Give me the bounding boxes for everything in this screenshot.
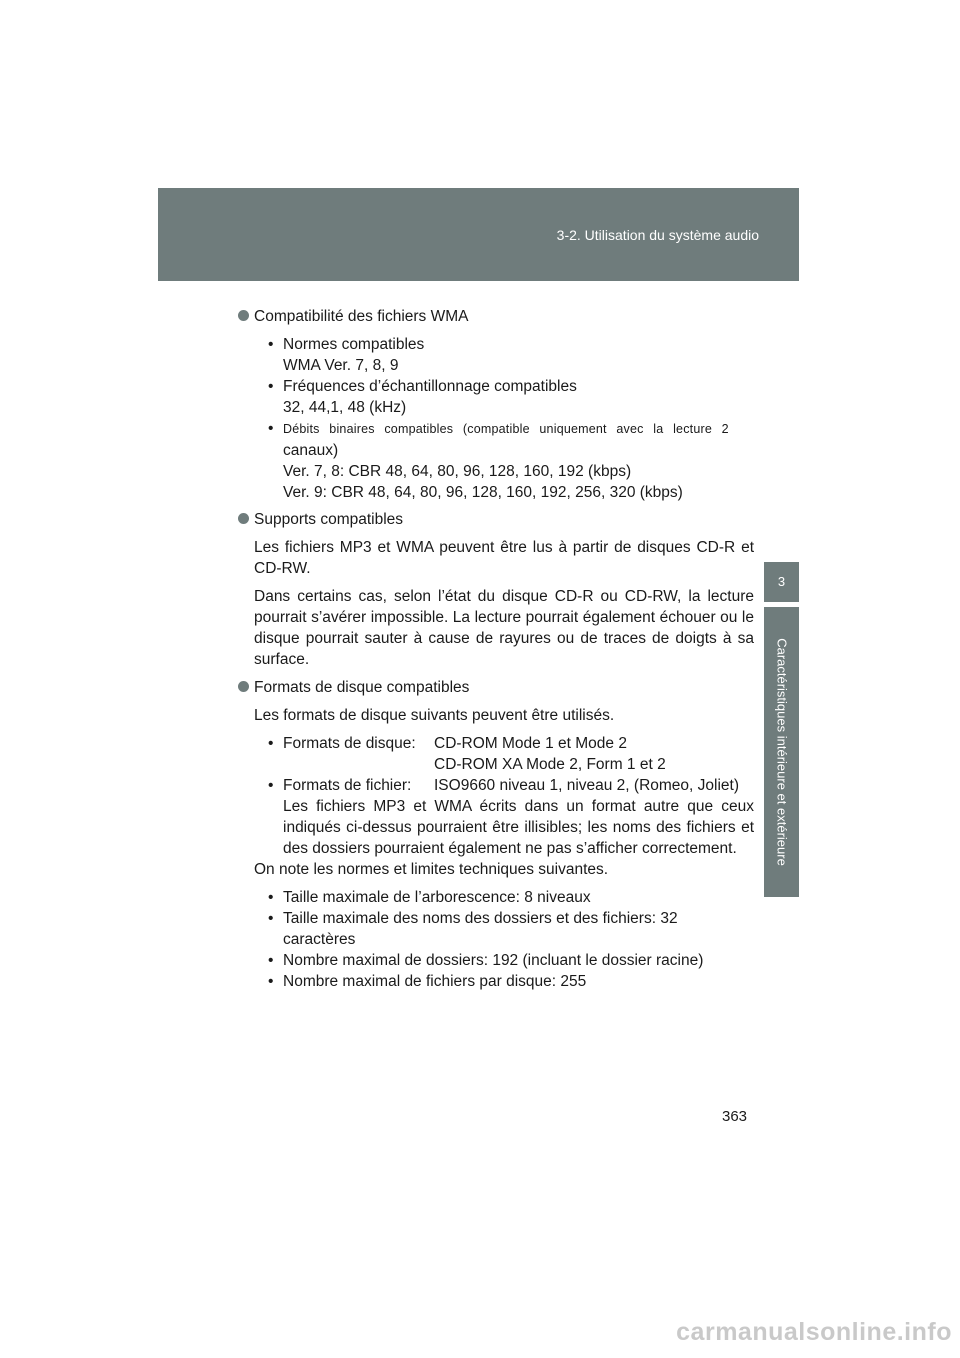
- watermark: carmanualsonline.info: [676, 1318, 952, 1346]
- list-item-disc-formats: • Formats de disque: CD-ROM Mode 1 et Mode 2 CD-ROM XA Mode 2, Form 1 et 2: [254, 733, 754, 775]
- list-item: • Fréquences d’échantillonnage compatibles 32, 44,1, 48 (kHz): [254, 376, 754, 418]
- bullet-circle-icon: [238, 310, 249, 321]
- supports-body: [238, 537, 754, 670]
- paragraph: Les fichiers MP3 et WMA peuvent être lus à partir de disques CD-R et CD-RW.: [254, 539, 754, 577]
- chapter-side-tab: [764, 607, 799, 897]
- chapter-number-tab: [764, 562, 799, 602]
- page-number: 363: [722, 1108, 748, 1125]
- chapter-label: Caractéristiques intérieure et extérieure: [774, 638, 789, 866]
- formats-body: [238, 705, 754, 992]
- bullet-circle-icon: [238, 513, 249, 524]
- list-item: • Normes compatibles WMA Ver. 7, 8, 9: [254, 334, 754, 376]
- bullet-circle-icon: [238, 681, 249, 692]
- wma-list: [238, 334, 754, 503]
- section-title: 3-2. Utilisation du système audio: [556, 227, 759, 243]
- limits-intro: On note les normes et limites techniques suivantes.: [254, 861, 609, 878]
- list-item-file-formats: • Formats de fichier: ISO9660 niveau 1, niveau 2, (Romeo, Joliet) Les fichiers MP3 et WMA écrits dans un format autre que ceux indiqués ci-dessus pourraient être illisibles; les noms des fichiers et des dossiers pourraient également ne pas s’afficher correctement.: [254, 775, 754, 859]
- paragraph: Dans certains cas, selon l’état du disque CD-R ou CD-RW, la lecture pourrait s’avérer impossible. La lecture pourrait également échouer ou le disque pourrait sauter à cause de rayures ou de traces de doigts à sa surface.: [254, 588, 754, 668]
- list-item: • Débits binaires compatibles (compatible uniquement avec la lecture 2 canaux) Ver. 7, 8: CBR 48, 64, 80, 96, 128, 160, 192 (kbps) Ver. 9: CBR 48, 64, 80, 96, 128, 160, 192, 256, 320 (kbps): [254, 418, 754, 503]
- section-heading-supports: Supports compatibles: [238, 509, 754, 530]
- file-format-note: Les fichiers MP3 et WMA écrits dans un format autre que ceux indiqués ci-dessus pourraient être illisibles; les noms des fichiers et des dossiers pourraient également ne pas s’afficher correctement.: [283, 798, 754, 857]
- list-item: • Nombre maximal de dossiers: 192 (incluant le dossier racine): [254, 950, 754, 971]
- section-heading-wma: Compatibilité des fichiers WMA: [238, 306, 754, 327]
- section-heading-formats: Formats de disque compatibles: [238, 677, 754, 698]
- formats-intro: Les formats de disque suivants peuvent être utilisés.: [254, 707, 615, 724]
- list-item: • Nombre maximal de fichiers par disque: 255: [254, 971, 754, 992]
- list-item: • Taille maximale des noms des dossiers et des fichiers: 32 caractères: [254, 908, 754, 950]
- list-item: • Taille maximale de l’arborescence: 8 niveaux: [254, 887, 754, 908]
- chapter-number: 3: [777, 574, 786, 589]
- header-bar: [158, 188, 799, 281]
- page-content: [238, 306, 754, 992]
